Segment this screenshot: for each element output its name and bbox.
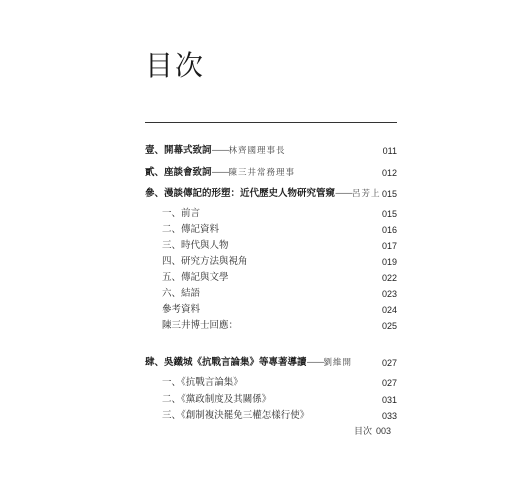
toc-subsection-title: 四、研究方法與視角 <box>162 256 248 267</box>
toc-subsection[interactable] <box>145 270 397 286</box>
dash-separator: —— <box>306 357 324 368</box>
toc-page-number: 015 <box>381 189 397 199</box>
dash-separator: —— <box>335 188 353 199</box>
toc-section-title: 參、漫談傳記的形塑：近代歷史人物研究管窺 <box>145 188 336 199</box>
toc-subsection-title: 陳三井博士回應： <box>162 320 239 331</box>
toc-subsection[interactable] <box>145 392 397 408</box>
toc-section-title: 肆、吳鐵城《抗戰言論集》等專著導讀 <box>145 357 307 368</box>
toc-page-number: 027 <box>381 358 397 368</box>
toc-page-number: 017 <box>381 241 397 251</box>
toc-section[interactable] <box>145 186 397 202</box>
toc-subsection-title: 一、前言 <box>162 208 201 219</box>
toc-section-author: 陳三井常務理事 <box>228 168 296 178</box>
toc-subsection[interactable] <box>145 286 397 302</box>
toc-section-title: 貳、座談會致詞 <box>145 167 212 178</box>
toc-page-number: 024 <box>381 305 397 315</box>
dash-separator: —— <box>211 167 229 178</box>
toc-subsection-title: 參考資料 <box>162 304 201 315</box>
toc-subsection-title: 三、時代與人物 <box>162 240 229 251</box>
toc-page-number: 012 <box>381 168 397 178</box>
toc-subsection[interactable] <box>145 408 397 424</box>
page-title: 目次 <box>145 49 206 82</box>
toc-page-number: 015 <box>381 209 397 219</box>
toc-subsection-title: 一、《抗戰言論集》 <box>162 377 243 388</box>
toc-subsection[interactable] <box>145 318 397 334</box>
divider <box>145 122 397 123</box>
toc-page-number: 016 <box>381 225 397 235</box>
toc-page-number: 025 <box>381 321 397 331</box>
toc-subsection[interactable] <box>145 375 397 391</box>
toc-section[interactable] <box>145 165 397 181</box>
toc-page-number: 031 <box>381 395 397 405</box>
toc-subsection[interactable] <box>145 302 397 318</box>
toc-page-number: 023 <box>381 289 397 299</box>
toc-page-number: 033 <box>381 411 397 421</box>
toc-section-author: 劉維開 <box>323 358 353 368</box>
toc-subsection-title: 三、《創制複決罷免三權怎樣行使》 <box>162 410 310 421</box>
footer-label: 目次 <box>354 427 373 437</box>
footer-page-number: 003 <box>376 426 392 436</box>
toc-page-number: 019 <box>381 257 397 267</box>
toc-subsection[interactable] <box>145 238 397 254</box>
toc-subsection-title: 二、《黨政制度及其關係》 <box>162 394 272 405</box>
toc-page-number: 027 <box>381 378 397 388</box>
toc-page-number: 011 <box>382 146 397 156</box>
toc-subsection-title: 二、傳記資料 <box>162 224 220 235</box>
toc-page-number: 022 <box>381 273 397 283</box>
toc-section-author: 呂芳上 <box>352 189 381 199</box>
toc-subsection[interactable] <box>145 206 397 222</box>
toc-subsection[interactable] <box>145 222 397 238</box>
toc-subsection[interactable] <box>145 254 397 270</box>
toc-section[interactable] <box>145 355 397 371</box>
toc-section[interactable] <box>145 143 397 159</box>
toc-section-author: 林齊國理事長 <box>228 146 286 156</box>
toc-subsection-title: 六、結語 <box>162 288 201 299</box>
page-footer <box>354 424 391 437</box>
toc-subsection-title: 五、傳記與文學 <box>162 272 229 283</box>
toc-section-title: 壹、開幕式致詞 <box>145 145 212 156</box>
dash-separator: —— <box>211 145 229 156</box>
